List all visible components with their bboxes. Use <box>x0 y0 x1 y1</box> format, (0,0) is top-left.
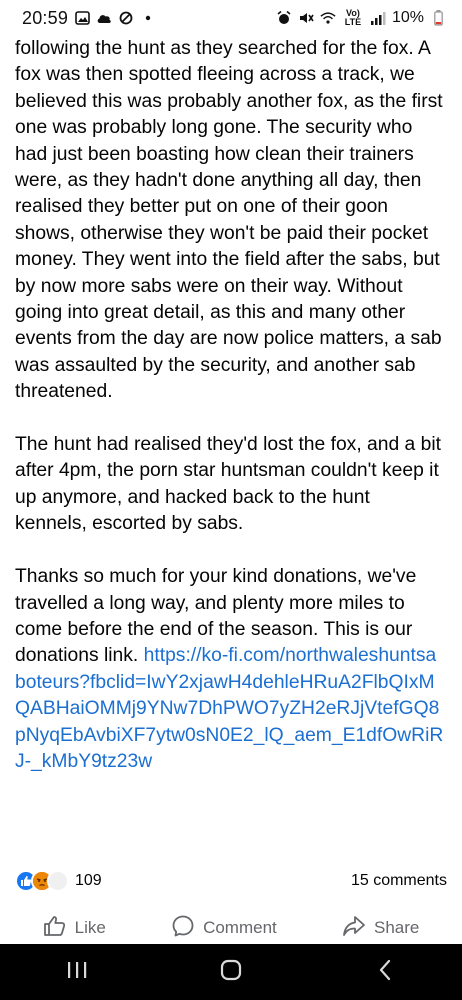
status-time: 20:59 <box>22 7 69 28</box>
recent-apps-icon <box>66 961 88 984</box>
dot-icon <box>140 10 156 26</box>
mute-icon <box>298 10 314 26</box>
signal-icon <box>370 10 386 26</box>
network-label: Vo) LTE <box>344 8 362 27</box>
reaction-icons <box>15 870 69 892</box>
back-chevron-icon <box>378 959 392 986</box>
status-left <box>22 8 156 29</box>
share-button[interactable] <box>342 915 419 942</box>
cloud-icon <box>96 10 112 26</box>
post-paragraph <box>15 564 445 775</box>
alarm-icon <box>276 10 292 26</box>
reactions-summary <box>15 866 447 896</box>
comment-label: Comment <box>203 918 277 937</box>
back-button[interactable] <box>355 944 415 1000</box>
reaction-count: 109 <box>75 872 102 889</box>
system-nav-bar <box>0 944 462 1000</box>
reactions-left[interactable] <box>15 870 102 892</box>
share-label: Share <box>374 918 420 937</box>
status-bar <box>0 0 462 36</box>
post-body <box>15 36 445 775</box>
like-button[interactable] <box>43 915 106 942</box>
home-button[interactable] <box>201 944 261 1000</box>
comments-count[interactable]: 15 comments <box>350 872 447 889</box>
like-label: Like <box>74 918 106 937</box>
home-icon <box>220 959 242 986</box>
post-actions <box>0 908 462 948</box>
post-paragraph: The hunt had realised they'd lost the fox, and a bit after 4pm, the porn star huntsman couldn't keep it up anymore, and hacked back to the hunt kennels, escorted by sabs. <box>15 434 442 535</box>
comment-button[interactable] <box>171 914 277 943</box>
recent-apps-button[interactable] <box>47 944 107 1000</box>
post-paragraph: following the hunt as they searched for the fox. A fox was then spotted fleeing across a track, we believed this was probably another fox, as the first one was probably long gone. The security who had just been boasting how clean their trainers were, as they hadn't done anything all day, then realised they better put on one of their goon shows, otherwise they won't be paid their pocket money. They went into the field after the sabs, but by now more sabs were on their way. Without going into great detail, as this and many other events from the day are now police matters, a sab was assaulted by the security, and another sab threatened. <box>15 38 443 403</box>
battery-icon <box>430 10 446 26</box>
gallery-icon <box>74 10 90 26</box>
battery-percent: 10% <box>391 9 424 26</box>
thumbs-up-icon <box>43 915 67 942</box>
post-paragraph-text: Thanks so much for your kind donations, we've travelled a long way, and plenty more miles to come before the end of the season. This is our donations link. <box>15 566 417 667</box>
share-arrow-icon <box>342 915 366 942</box>
comment-bubble-icon <box>171 914 195 943</box>
status-right <box>276 9 446 27</box>
donations-link[interactable]: https://ko-fi.com/northwaleshuntsaboteurs?fbclid=IwY2xjawH4dehleHRuA2FlbQIxMQABHaiOMMj9YNw7DhPWO7yZH2eRJjVtefGQ8pNyqEbAvbiXF7ytw0sN0E2_lQ_aem_E1dfOwRiRJ-_kMbY9tz23w <box>15 645 444 772</box>
wifi-icon <box>320 10 336 26</box>
reaction-placeholder-icon <box>47 870 69 892</box>
blocked-icon <box>118 10 134 26</box>
